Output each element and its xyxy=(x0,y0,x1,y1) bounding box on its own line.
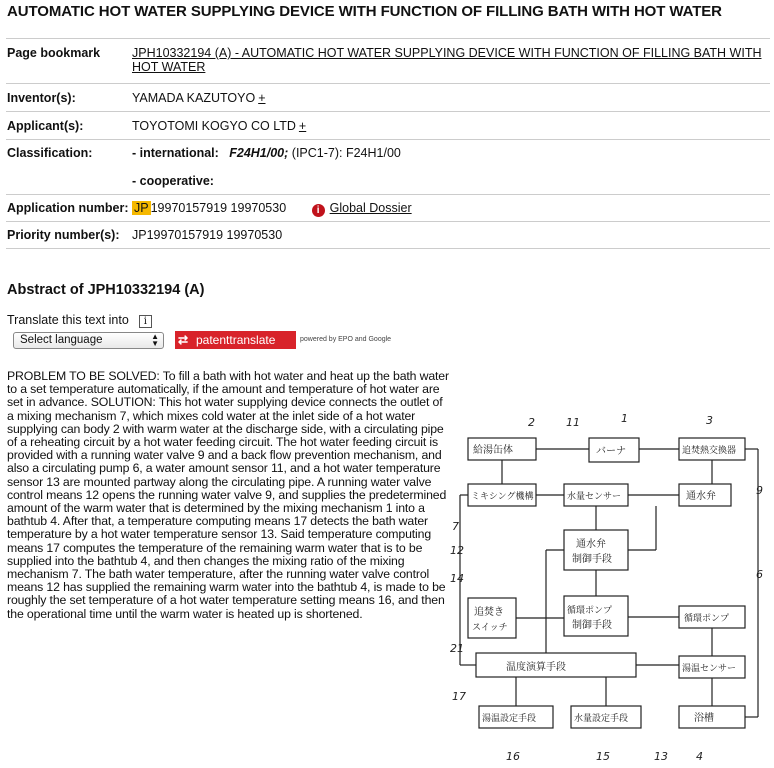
svg-text:16: 16 xyxy=(506,750,520,763)
svg-text:バーナ: バーナ xyxy=(596,446,626,457)
svg-text:湯温センサー: 湯温センサー xyxy=(682,664,737,674)
row-applicant xyxy=(6,112,770,140)
applicant-value: TOYOTOMI KOGYO CO LTD xyxy=(132,119,296,133)
svg-text:循環ポンプ: 循環ポンプ xyxy=(684,614,730,624)
select-arrows-icon: ▲ ▼ xyxy=(151,332,159,348)
patenttranslate-logo[interactable] xyxy=(175,331,296,349)
svg-text:21: 21 xyxy=(450,642,464,655)
svg-text:水量設定手段: 水量設定手段 xyxy=(574,714,629,724)
applicant-expand-button[interactable]: + xyxy=(298,119,307,133)
bookmark-link[interactable] xyxy=(132,46,762,74)
row-bookmark xyxy=(6,39,770,84)
svg-text:9: 9 xyxy=(756,484,763,497)
patenttranslate-mark-icon: ⇄ xyxy=(178,333,189,347)
svg-text:追焚き: 追焚き xyxy=(474,607,504,618)
inventor-value: YAMADA KAZUTOYO xyxy=(132,91,256,105)
priority-value: JP19970157919 19970530 xyxy=(132,228,283,242)
svg-text:湯温設定手段: 湯温設定手段 xyxy=(482,714,537,724)
row-application-number xyxy=(6,195,770,222)
country-badge: JP xyxy=(134,201,149,215)
bookmark-line-1[interactable]: JPH10332194 (A) - AUTOMATIC HOT WATER SUPPLYING DEVICE WITH FUNCTION OF FILLING BATH WITH xyxy=(132,46,762,60)
svg-text:11: 11 xyxy=(566,416,580,429)
inventor-expand-button[interactable]: + xyxy=(258,91,266,105)
svg-text:3: 3 xyxy=(706,414,713,427)
classification-label: Classification: xyxy=(7,146,93,160)
svg-text:通水弁: 通水弁 xyxy=(576,539,606,550)
svg-text:12: 12 xyxy=(450,544,464,557)
svg-text:2: 2 xyxy=(528,416,535,429)
bibliographic-table xyxy=(6,38,770,242)
global-dossier-link[interactable]: Global Dossier xyxy=(329,201,412,215)
intl-ipc: (IPC1-7): F24H1/00 xyxy=(291,146,401,160)
row-priority-number xyxy=(6,222,770,249)
translate-row xyxy=(7,313,152,328)
bookmark-line-2[interactable]: HOT WATER xyxy=(132,60,206,74)
svg-text:6: 6 xyxy=(756,568,763,581)
powered-by-text: powered by EPO and Google xyxy=(300,336,392,343)
svg-text:循環ポンプ: 循環ポンプ xyxy=(567,606,613,616)
svg-text:追焚熱交換器: 追焚熱交換器 xyxy=(682,446,737,456)
appnum-label: Application number: xyxy=(7,201,129,215)
svg-text:水量センサー: 水量センサー xyxy=(567,492,622,502)
priority-label: Priority number(s): xyxy=(7,228,120,242)
patenttranslate-label: patenttranslate xyxy=(196,333,276,347)
svg-text:13: 13 xyxy=(654,750,668,763)
svg-text:スイッチ: スイッチ xyxy=(472,623,508,633)
intl-prefix: - international: xyxy=(132,146,219,160)
abstract-heading: Abstract of JPH10332194 (A) xyxy=(7,282,205,298)
page-title: AUTOMATIC HOT WATER SUPPLYING DEVICE WITH FUNCTION OF FILLING BATH WITH HOT WATER xyxy=(7,3,722,20)
svg-text:制御手段: 制御手段 xyxy=(572,554,612,565)
svg-text:給湯缶体: 給湯缶体 xyxy=(473,445,513,456)
svg-text:4: 4 xyxy=(696,750,703,763)
svg-text:15: 15 xyxy=(596,750,610,763)
patent-drawing xyxy=(446,408,774,768)
svg-text:制御手段: 制御手段 xyxy=(572,620,612,631)
svg-text:7: 7 xyxy=(452,520,459,533)
inventor-label: Inventor(s): xyxy=(7,91,76,105)
applicant-label: Applicant(s): xyxy=(7,119,84,133)
intl-code-link[interactable]: F24H1/00; xyxy=(229,146,289,160)
abstract-text: PROBLEM TO BE SOLVED: To fill a bath with hot water and heat up the bath water to a set temperature automatically, if the amount and temperature of hot water are set in advance. SOLUTION: This hot water supplying device connects the outlet of a mixing mechanism 7, which mixes cold water at the inlet side of a hot water supplying can body 2 with warm water at the discharge side, with a circulating pipe of a reheating circuit by a hot water feeding circuit. The hot water feeding circuit is provided with a running water valve 9 and a back flow prevention mechanism, and also a circulating pump 6, a water amount sensor 11, and a hot water temperature sensor 13 are mounted partway along the circulating pipe. A running water valve control means 12 opens the running water valve 9, and supplies the predetermined amount of the warm water that is determined by the mixing mechanism 1 into a bathtub 4. After that, a temperature computing means 17 detects the bath water temperature by a hot water temperature sensor 13. Said temperature computing means 17 computes the temperature of the remaining warm water that is to be supplied into the bathtub 4, and then changes the mixing ratio of the mixing mechanism 7. The bath water temperature, after the running water valve control means 12 has supplied the remaining warm water into the bathtub 4, is made to be roughly the set temperature of a hot water temperature setting means 16, and then the operational time until the warm water is heated up is shortened. xyxy=(7,369,449,621)
bookmark-label: Page bookmark xyxy=(7,46,101,60)
svg-text:浴槽: 浴槽 xyxy=(694,713,714,724)
svg-text:温度演算手段: 温度演算手段 xyxy=(506,662,566,673)
coop-prefix: - cooperative: xyxy=(132,174,214,188)
svg-text:ミキシング機構: ミキシング機構 xyxy=(471,492,534,502)
svg-text:17: 17 xyxy=(452,690,466,703)
svg-text:通水弁: 通水弁 xyxy=(686,491,716,502)
language-select-value: Select language xyxy=(20,334,103,346)
appnum-value: 19970157919 19970530 xyxy=(150,201,287,215)
translate-info-icon[interactable]: i xyxy=(139,315,152,328)
language-select[interactable] xyxy=(13,332,164,349)
info-icon: i xyxy=(312,204,325,217)
svg-text:14: 14 xyxy=(450,572,464,585)
row-inventor xyxy=(6,84,770,112)
translate-label: Translate this text into xyxy=(7,313,129,327)
svg-text:1: 1 xyxy=(621,412,628,425)
row-classification xyxy=(6,140,770,195)
